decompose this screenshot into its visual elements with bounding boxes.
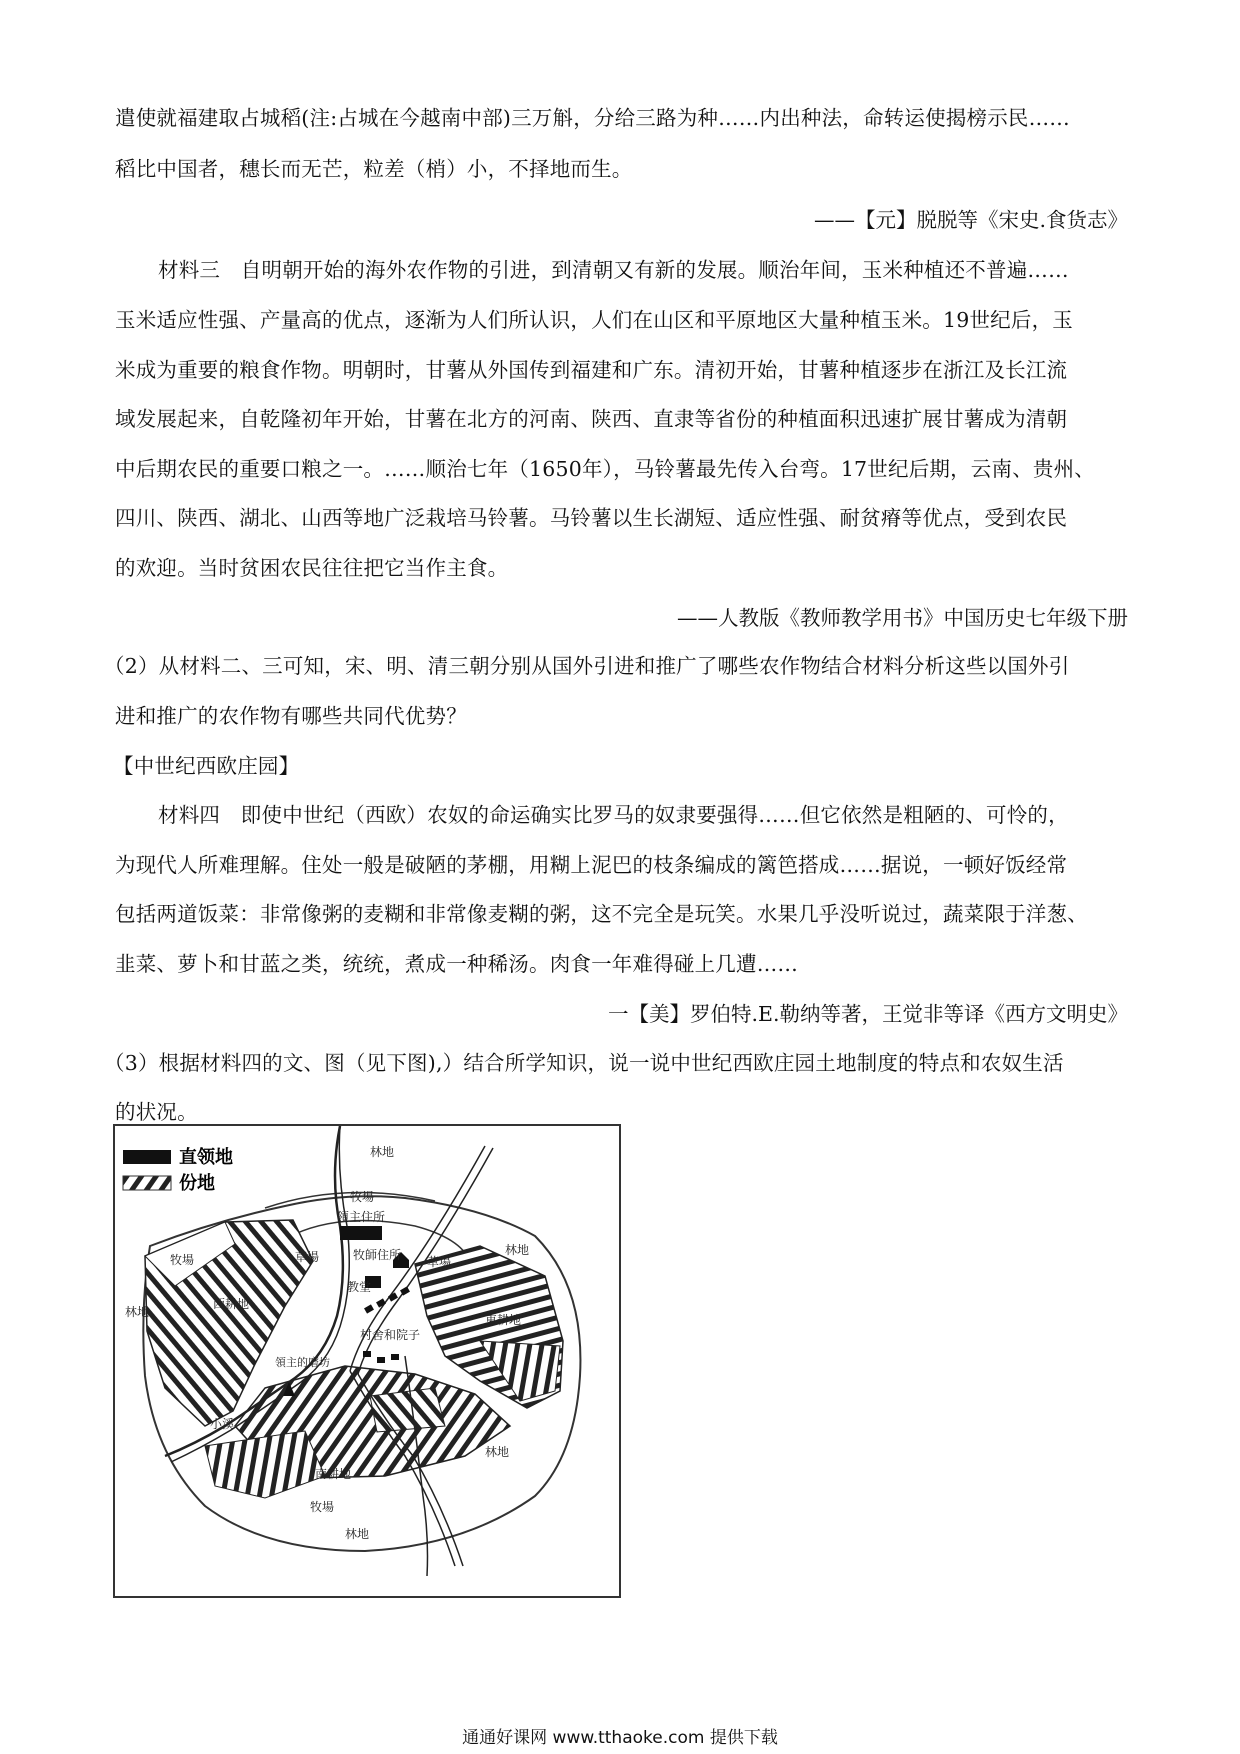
label-meadow-right: 草場 — [427, 1255, 452, 1269]
text-line: 稻比中国者，穗长而无芒，粒差（梢）小，不择地而生。 — [115, 157, 633, 181]
label-forest-lower-right: 林地 — [485, 1445, 510, 1459]
label-east-field: 東耕地 — [485, 1313, 522, 1327]
label-forest-top: 林地 — [370, 1145, 395, 1159]
map-legend — [123, 1146, 233, 1194]
lord-house-building — [340, 1226, 382, 1240]
demesne-swatch — [123, 1150, 171, 1164]
material-3-line: 中后期农民的重要口粮之一。……顺治七年（1650年），马铃薯最先传入台弯。17世纪后期，云南、贵州、 — [115, 457, 1096, 481]
label-stream: 小溪 — [210, 1417, 235, 1431]
material-4-line: 材料四 即使中世纪（西欧）农奴的命运确实比罗马的奴隶要强得……但它依然是粗陋的、可怜的， — [158, 803, 1069, 827]
page-footer: 通通好课网 www.tthaoke.com 提供下载 — [462, 1728, 778, 1748]
label-pasture-left: 牧場 — [170, 1253, 195, 1267]
label-meadow-left: 草場 — [295, 1250, 320, 1264]
material-3-line: 玉米适应性强、产量高的优点，逐渐为人们所认识，人们在山区和平原地区大量种植玉米。19世纪后，玉 — [115, 308, 1073, 332]
label-priest-house: 牧師住所 — [353, 1248, 402, 1262]
manor-map — [113, 1124, 621, 1598]
material-3-line: 米成为重要的粮食作物。明朝时，甘薯从外国传到福建和广东。清初开始，甘薯种植逐步在浙江及长江流 — [115, 358, 1068, 382]
label-church: 教堂 — [347, 1280, 372, 1294]
material-3-line: 的欢迎。当时贫困农民往往把它当作主食。 — [115, 556, 509, 580]
material-4-line: 为现代人所难理解。住处一般是破陋的茅棚，用糊上泥巴的枝条编成的篱笆搭成……据说，一顿好饭经常 — [115, 853, 1068, 877]
south-field-strip — [370, 1388, 445, 1432]
label-mill: 領主的磨坊 — [275, 1356, 330, 1369]
label-forest-left: 林地 — [125, 1305, 150, 1319]
source-citation: 一【美】罗伯特.E.勒纳等著，王觉非等译《西方文明史》 — [608, 1002, 1128, 1026]
holding-swatch — [123, 1176, 171, 1190]
material-3-line: 域发展起来，自乾隆初年开始，甘薯在北方的河南、陕西、直隶等省份的种植面积迅速扩展甘薯成为清朝 — [115, 407, 1068, 431]
material-3-line: 材料三 自明朝开始的海外农作物的引进，到清朝又有新的发展。顺治年间，玉米种植还不普遍…… — [158, 258, 1069, 282]
label-south-field: 南耕地 — [315, 1467, 352, 1481]
label-lord-house: 領主住所 — [337, 1210, 386, 1224]
label-west-field: 西耕地 — [213, 1297, 250, 1311]
label-forest-right: 林地 — [505, 1243, 530, 1257]
legend-holding-label: 份地 — [179, 1173, 215, 1194]
question-3-line: 的状况。 — [115, 1100, 198, 1124]
question-2-line: （2）从材料二、三可知，宋、明、清三朝分别从国外引进和推广了哪些农作物结合材料分析这些以国外引 — [104, 654, 1070, 678]
material-3-line: 四川、陕西、湖北、山西等地广泛栽培马铃薯。马铃薯以生长湖短、适应性强、耐贫瘠等优点，受到农民 — [115, 506, 1068, 530]
section-heading: 【中世纪西欧庄园】 — [113, 754, 300, 778]
question-2-line: 进和推广的农作物有哪些共同代优势？ — [115, 704, 467, 728]
source-citation: ——【元】脱脱等《宋史.食货志》 — [813, 208, 1128, 232]
material-4-line: 包括两道饭菜：非常像粥的麦糊和非常像麦糊的粥，这不完全是玩笑。水果几乎没听说过，蔬菜限于洋葱、 — [115, 902, 1088, 926]
south-field-strip — [205, 1431, 325, 1498]
label-forest-bottom: 林地 — [345, 1527, 370, 1541]
material-4-line: 韭菜、萝卜和甘蓝之类，统统，煮成一种稀汤。肉食一年难得碰上几遭…… — [115, 952, 799, 976]
label-village: 村舍和院子 — [360, 1328, 421, 1342]
label-pasture-bottom: 牧場 — [310, 1500, 335, 1514]
question-3-line: （3）根据材料四的文、图（见下图),）结合所学知识，说一说中世纪西欧庄园土地制度的特点和农奴生活 — [104, 1051, 1064, 1075]
source-citation: ——人教版《教师教学用书》中国历史七年级下册 — [677, 606, 1128, 630]
text-line: 遣使就福建取占城稻(注:占城在今越南中部)三万斛，分给三路为种……内出种法，命转运使揭榜示民…… — [115, 106, 1070, 130]
label-pasture-top: 牧場 — [350, 1190, 375, 1204]
legend-demesne-label: 直领地 — [179, 1147, 233, 1168]
